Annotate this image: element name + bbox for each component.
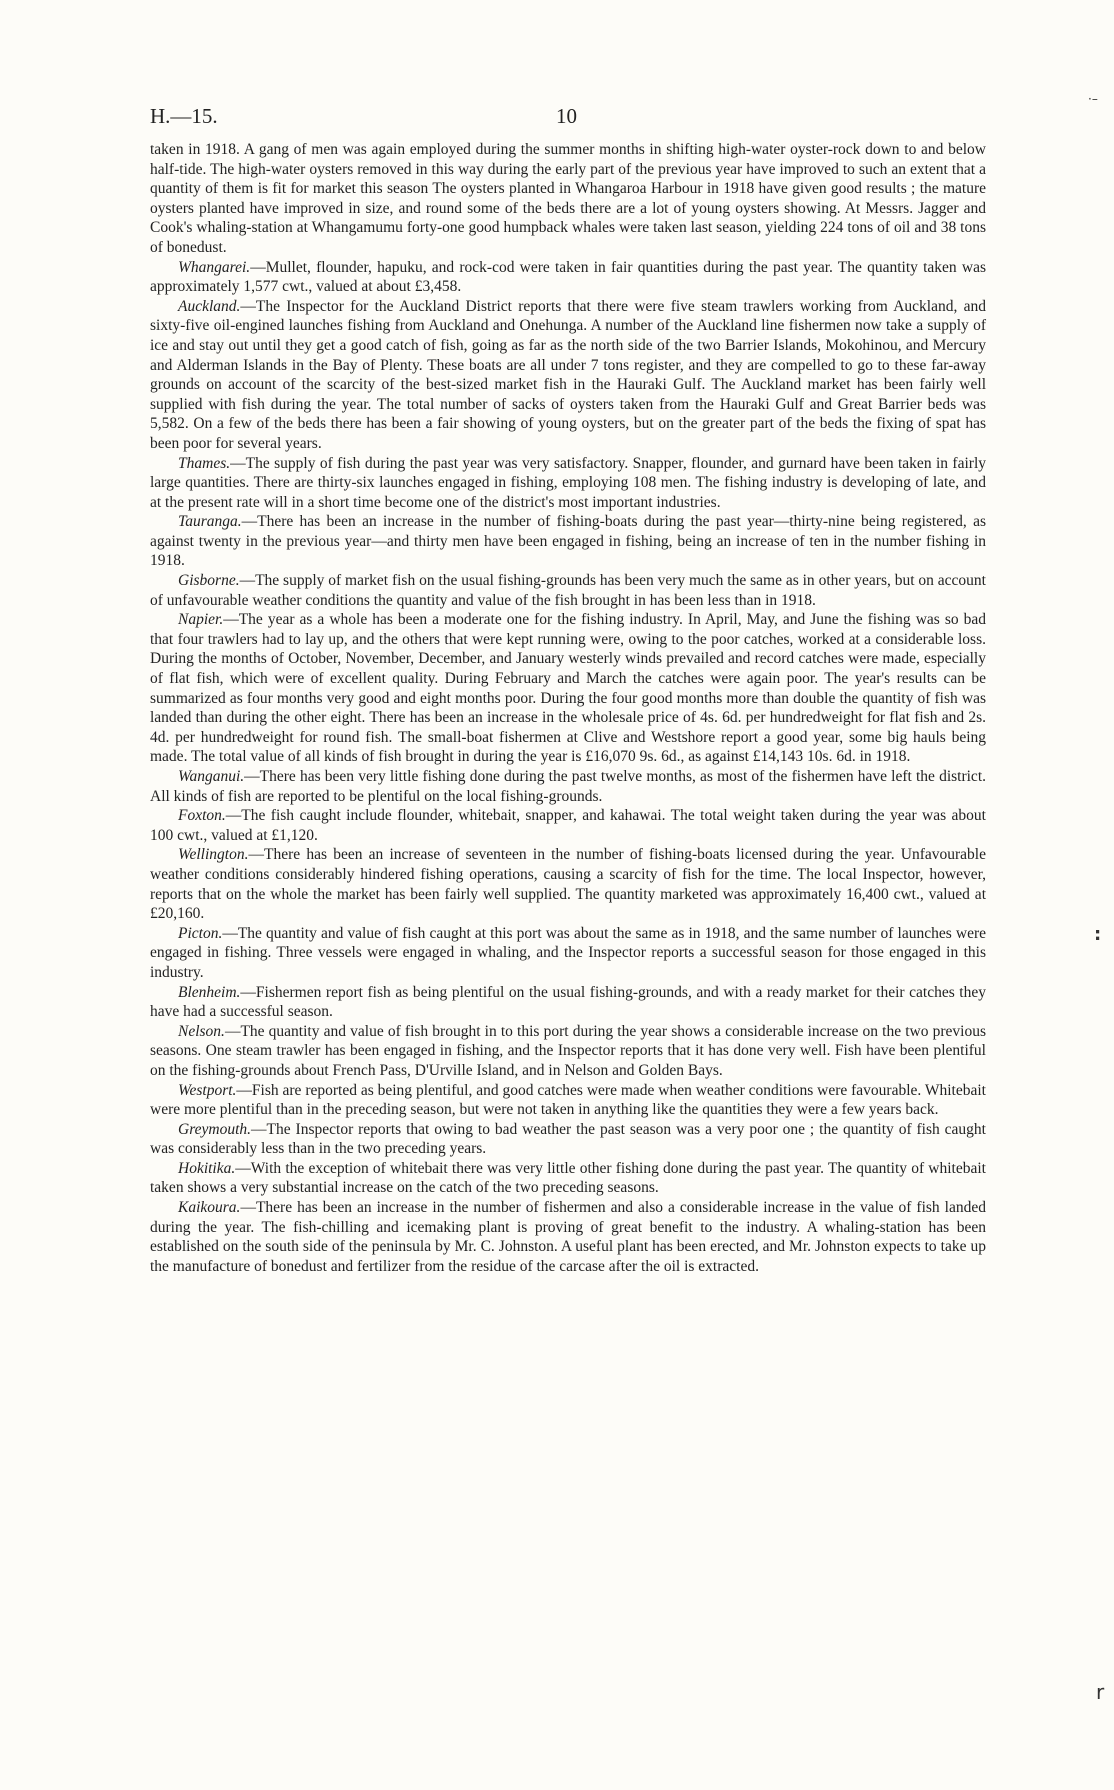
document-reference: H.—15. (150, 104, 218, 128)
paragraph-text: —There has been an increase in the number of fishermen and also a considerable increase in the value of fish landed during the year. The fish-chilling and icemaking plant is proving of great benefit to the industry. A whaling-station has been established on the south side of the peninsula by Mr. C. Johnston. A useful plant has been erected, and Mr. Johnston expects to take up the manufacture of bonedust and fertilizer from the residue of the carcase after the oil is extracted. (150, 1199, 986, 1275)
place-heading: Tauranga. (178, 513, 242, 531)
place-heading: Nelson. (178, 1022, 225, 1040)
place-heading: Wellington. (178, 846, 249, 864)
place-heading: Whangarei. (178, 258, 251, 276)
paragraph-text: —The Inspector for the Auckland District reports that there were five steam trawlers working from Auckland, and sixty-five oil-engined launches fishing from Auckland and Onehunga. A number of the Auckland line fishermen now take a supply of ice and stay out until they get a good catch of fish, going as far as the north side of the two Barrier Islands, Mokohinou, and Mercury and Alderman Islands in the Bay of Plenty. These boats are all under 7 tons register, and they are compelled to go to these far-away grounds on account of the scarcity of the best-sized market fish in the Hauraki Gulf. The Auckland market has been fairly well supplied with fish during the year. The total number of sacks of oysters taken from the Hauraki Gulf and Great Barrier beds was 5,582. On a few of the beds there has been a fair showing of young oysters, but on the greater part of the beds the fixing of spat has been poor for several years. (150, 297, 986, 452)
paragraph-wellington (150, 845, 986, 923)
paragraph-text: —The fish caught include flounder, whitebait, snapper, and kahawai. The total weight taken during the year was about 100 cwt., valued at £1,120. (150, 807, 986, 844)
place-heading: Westport. (178, 1081, 237, 1099)
paragraph-wanganui (150, 767, 986, 806)
paragraph-auckland (150, 297, 986, 454)
page-number: 10 (556, 104, 577, 128)
paragraph-text: —The supply of market fish on the usual fishing-grounds has been very much the same as in other years, but on account of unfavourable weather conditions the quantity and value of the fish brought in has been less than in 1918. (150, 572, 986, 609)
paragraph-hokitika (150, 1159, 986, 1198)
paragraph-text: —There has been an increase in the number of fishing-boats during the past year—thirty-nine being registered, as against twenty in the previous year—and thirty men have been engaged in fishing, being an increase of ten in the number fishing in 1918. (150, 513, 986, 570)
paragraph-text: —With the exception of whitebait there was very little other fishing done during the past year. The quantity of whitebait taken shows a very substantial increase on the catch of the two preceding seasons. (150, 1159, 986, 1197)
paragraph-text: —Fishermen report fish as being plentiful on the usual fishing-grounds, and with a ready market for their catches they have had a successful season. (150, 983, 986, 1021)
scan-artifact-mark: : (1094, 924, 1102, 945)
page-header (150, 100, 986, 140)
paragraph-text: —The quantity and value of fish caught at this port was about the same as in 1918, and the same number of launches were engaged in fishing. Three vessels were engaged in whaling, and the Inspector reports a successful season for those engaged in this industry. (150, 924, 986, 981)
place-heading: Thames. (178, 454, 231, 472)
scan-artifact-mark: ·– (1088, 92, 1098, 106)
paragraph-greymouth (150, 1120, 986, 1159)
paragraph-nelson (150, 1022, 986, 1081)
paragraph-tauranga (150, 512, 986, 571)
place-heading: Picton. (178, 924, 223, 942)
paragraph-whangarei (150, 258, 986, 297)
place-heading: Hokitika. (178, 1159, 236, 1177)
report-body (150, 140, 986, 1276)
paragraph-thames (150, 454, 986, 513)
paragraph-text: —The year as a whole has been a moderate one for the fishing industry. In April, May, and June the fishing was so bad that four trawlers had to lay up, and the others that were kept running were, owing to the poor catches, worked at a considerable loss. During the months of October, November, December, and January westerly winds prevailed and record catches were made, especially of flat fish, which were of excellent quality. During February and March the catches were again poor. The year's results can be summarized as four months very good and eight months poor. During the four good months more than double the quantity of fish was landed than during the other eight. There has been an increase in the wholesale price of 4s. 6d. per hundredweight for flat fish and 2s. 4d. per hundredweight for round fish. The small-boat fishermen at Clive and Westshore report a good year, some big hauls being made. The total value of all kinds of fish brought in during the year is £16,070 9s. 6d., as against £14,143 10s. 6d. in 1918. (150, 611, 986, 766)
paragraph-westport (150, 1081, 986, 1120)
paragraph-text: —Fish are reported as being plentiful, and good catches were made when weather conditions were favourable. Whitebait were more plentiful than in the preceding season, but were not taken in anything like the quantities they were a few years back. (150, 1081, 986, 1119)
paragraph-text: —Mullet, flounder, hapuku, and rock-cod were taken in fair quantities during the past year. The quantity taken was approximately 1,577 cwt., valued at about £3,458. (150, 258, 986, 296)
place-heading: Blenheim. (178, 983, 241, 1001)
place-heading: Wanganui. (178, 768, 245, 785)
paragraph-text: —The Inspector reports that owing to bad weather the past season was a very poor one ; the quantity of fish caught was considerably less than in the two preceding years. (150, 1120, 986, 1158)
paragraph-text: —There has been very little fishing done during the past twelve months, as most of the fishermen have left the district. All kinds of fish are reported to be plentiful on the local fishing-grounds. (150, 768, 986, 805)
paragraph-napier (150, 610, 986, 767)
place-heading: Napier. (178, 611, 224, 629)
paragraph-picton (150, 924, 986, 983)
place-heading: Foxton. (178, 807, 226, 825)
scan-artifact-mark: r (1096, 1680, 1105, 1704)
paragraph-text: —The quantity and value of fish brought in to this port during the year shows a considerable increase on the two previous seasons. One steam trawler has been engaged in fishing, and the Inspector reports that it has done very well. Fish have been plentiful on the fishing-grounds about French Pass, D'Urville Island, and in Nelson and Golden Bays. (150, 1022, 986, 1079)
place-heading: Auckland. (178, 297, 241, 315)
place-heading: Greymouth. (178, 1120, 252, 1138)
paragraph-gisborne (150, 571, 986, 610)
paragraph-text: —The supply of fish during the past year was very satisfactory. Snapper, flounder, and gurnard have been taken in fairly large quantities. There are thirty-six launches engaged in fishing, employing 108 men. The fishing industry is developing of late, and at the present rate will in a short time become one of the district's most important industries. (150, 454, 986, 511)
document-page (150, 100, 986, 1276)
paragraph-text: —There has been an increase of seventeen in the number of fishing-boats licensed during the year. Unfavourable weather conditions considerably hindered fishing operations, causing a scarcity of fish for the time. The local Inspector, however, reports that on the whole the market has been fairly well supplied. The quantity marketed was approximately 16,400 cwt., valued at £20,160. (150, 846, 986, 923)
paragraph-foxton (150, 806, 986, 845)
place-heading: Gisborne. (178, 572, 240, 590)
continued-paragraph: taken in 1918. A gang of men was again employed during the summer months in shifting high-water oyster-rock down to and below half-tide. The high-water oysters removed in this way during the early part of the previous year have improved to such an extent that a quantity of them is fit for market this season The oysters planted in Whangaroa Harbour in 1918 have given good results ; the mature oysters planted have improved in size, and round some of the beds there are a lot of young oysters showing. At Messrs. Jagger and Cook's whaling-station at Whangamumu forty-one good humpback whales were taken last season, yielding 224 tons of oil and 38 tons of bonedust. (150, 141, 986, 256)
place-heading: Kaikoura. (178, 1199, 241, 1217)
paragraph-blenheim (150, 983, 986, 1022)
paragraph-kaikoura (150, 1198, 986, 1276)
